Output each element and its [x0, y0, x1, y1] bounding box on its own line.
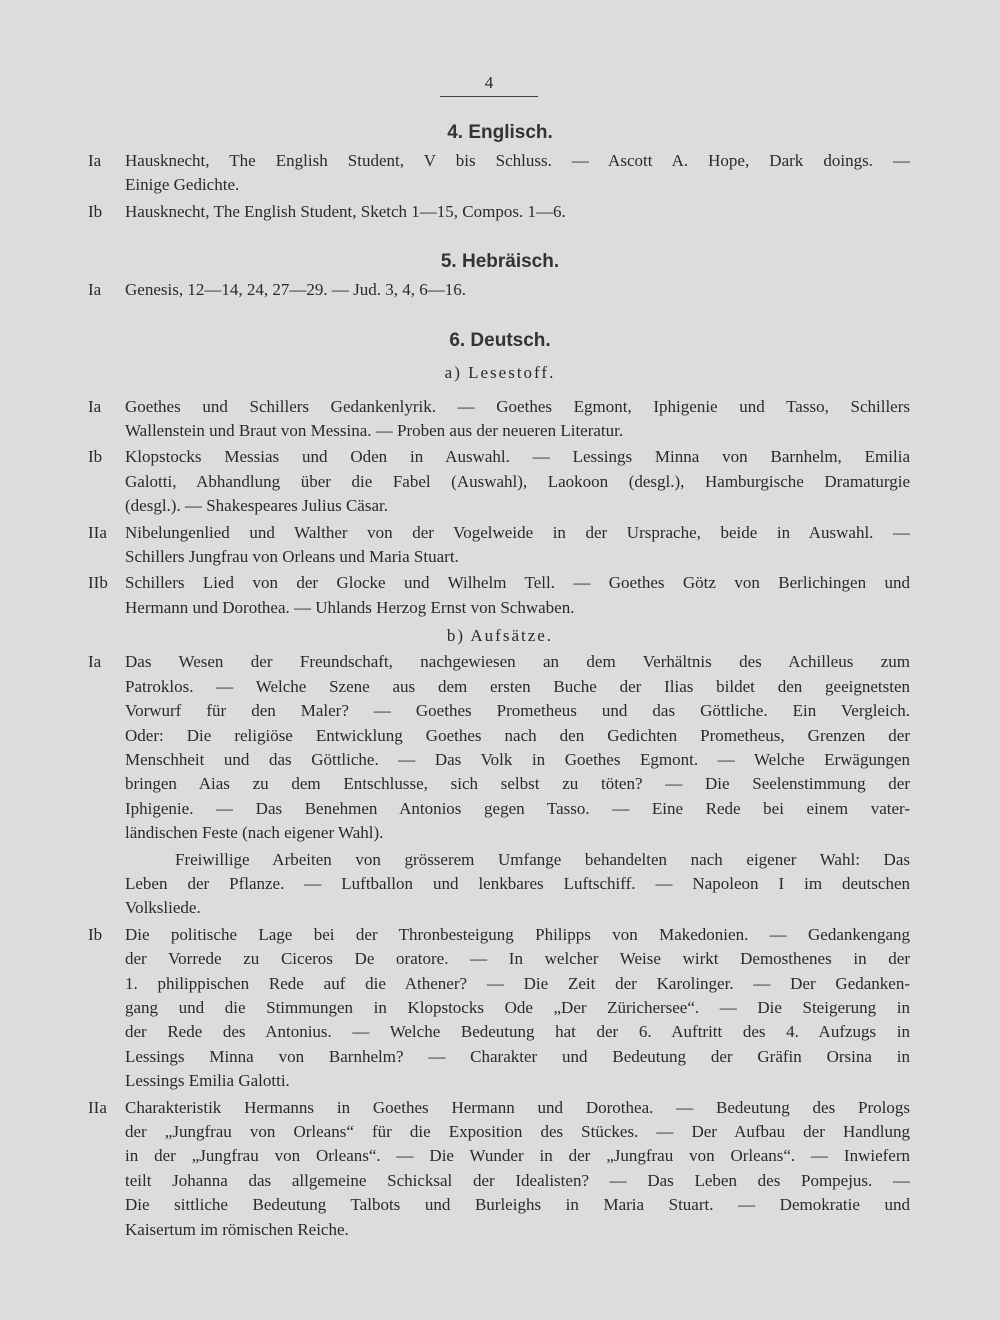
text-line: Menschheit und das Göttliche. — Das Volk in Goethes Egmont. — Welche Erwägungen [125, 749, 910, 769]
text-line: der „Jungfrau von Orleans“ für die Exposition des Stückes. — Der Aufbau der Handlung [125, 1122, 910, 1141]
class-label: Ib [88, 924, 103, 944]
class-label: IIa [88, 522, 107, 542]
text-line: Das Wesen der Freundschaft, nachgewiesen an dem Verhältnis des Achilleus zum [125, 652, 910, 672]
text-line: Hausknecht, The English Student, V bis Schluss. — Ascott A. Hope, Dark doings. — [125, 151, 910, 170]
section-heading: 4. Englisch. [447, 122, 553, 143]
entry [0, 923, 1000, 1094]
entry [0, 1096, 1000, 1242]
class-label: Ib [88, 201, 103, 221]
subsection-heading: b) Aufsätze. [446, 626, 554, 646]
text-line: Lessings Minna von Barnhelm? — Charakter und Bedeutung der Gräfin Orsina in [125, 1046, 910, 1066]
text-line: (desgl.). — Shakespeares Julius Cäsar. [125, 496, 388, 516]
text-line: Lessings Emilia Galotti. [125, 1071, 290, 1091]
text-line: Iphigenie. — Das Benehmen Antonios gegen Tasso. — Eine Rede bei einem vater- [125, 798, 910, 818]
class-label: Ia [88, 151, 102, 170]
entry [0, 149, 1000, 198]
section-heading: 5. Hebräisch. [440, 251, 560, 273]
class-label: Ia [88, 652, 102, 672]
entry [0, 571, 1000, 620]
entry [0, 445, 1000, 518]
text-line: Klopstocks Messias und Oden in Auswahl. — Lessings Minna von Barnhelm, Emilia [125, 447, 910, 467]
text-line: gang und die Stimmungen in Klopstocks Ode „Der Zürichersee“. — Die Steigerung in [125, 997, 910, 1017]
document-body [0, 119, 1000, 1242]
class-label: IIa [88, 1097, 107, 1117]
entry [0, 650, 1000, 845]
class-label: Ib [88, 447, 103, 467]
text-line: Genesis, 12—14, 24, 27—29. — Jud. 3, 4, 6—16. [125, 280, 466, 300]
text-line: 1. philippischen Rede auf die Athener? — Die Zeit der Karolinger. — Der Gedanken- [125, 973, 910, 993]
class-label: IIb [88, 573, 108, 593]
text-line: Die politische Lage bei der Thronbesteigung Philipps von Makedonien. — Gedankengang [125, 924, 910, 944]
text-line: in der „Jungfrau von Orleans“. — Die Wunder in der „Jungfrau von Orleans“. — Inwiefern [125, 1146, 910, 1166]
text-line: Die sittliche Bedeutung Talbots und Burleighs in Maria Stuart. — Demokratie und [125, 1195, 910, 1215]
text-line: Hausknecht, The English Student, Sketch 1—15, Compos. 1—6. [125, 201, 566, 221]
entry [0, 395, 1000, 444]
text-line: Schillers Jungfrau von Orleans und Maria Stuart. [125, 547, 459, 567]
page-number-rule [440, 96, 538, 97]
text-line: Einige Gedichte. [125, 175, 240, 195]
text-line: Hermann und Dorothea. — Uhlands Herzog Ernst von Schwaben. [125, 597, 575, 617]
text-line: teilt Johanna das allgemeine Schicksal der Idealisten? — Das Leben des Pompejus. — [125, 1170, 910, 1190]
text-line: Kaisertum im römischen Reiche. [125, 1219, 349, 1239]
class-label: Ia [88, 396, 102, 416]
text-line: der Vorrede zu Ciceros De oratore. — In welcher Weise wirkt Demosthenes in der [125, 949, 910, 969]
text-line: Wallenstein und Braut von Messina. — Proben aus der neueren Literatur. [125, 421, 624, 441]
page-number: 4 [484, 73, 494, 92]
text-line: bringen Aias zu dem Entschlusse, sich selbst zu töten? — Die Seelenstimmung der [125, 774, 910, 794]
subsection-heading: a) Lesestoff. [444, 362, 556, 382]
text-line: Volksliede. [125, 898, 201, 918]
text-line: Nibelungenlied und Walther von der Vogelweide in der Ursprache, beide in Auswahl. — [125, 522, 910, 542]
text-line: ländischen Feste (nach eigener Wahl). [125, 823, 384, 843]
text-line: Leben der Pflanze. — Luftballon und lenkbares Luftschiff. — Napoleon I im deutschen [125, 873, 910, 893]
entry [0, 200, 1000, 224]
text-line: Goethes und Schillers Gedankenlyrik. — Goethes Egmont, Iphigenie und Tasso, Schillers [125, 396, 910, 416]
text-line: Oder: Die religiöse Entwicklung Goethes nach den Gedichten Prometheus, Grenzen der [125, 725, 910, 745]
entry [0, 848, 1000, 921]
text-line: Vorwurf für den Maler? — Goethes Prometheus und das Göttliche. Ein Vergleich. [125, 701, 910, 721]
entry [0, 278, 1000, 302]
text-line: der Rede des Antonius. — Welche Bedeutung hat der 6. Auftritt des 4. Aufzugs in [125, 1022, 910, 1042]
text-line: Charakteristik Hermanns in Goethes Hermann und Dorothea. — Bedeutung des Prologs [125, 1097, 910, 1117]
entry [0, 521, 1000, 570]
text-line: Schillers Lied von der Glocke und Wilhelm Tell. — Goethes Götz von Berlichingen und [125, 573, 910, 593]
section-heading: 6. Deutsch. [449, 329, 551, 351]
text-line: Galotti, Abhandlung über die Fabel (Auswahl), Laokoon (desgl.), Hamburgische Dramaturgie [125, 471, 910, 491]
class-label: Ia [88, 280, 102, 300]
text-line: Freiwillige Arbeiten von grösserem Umfange behandelten nach eigener Wahl: Das [175, 849, 910, 869]
text-line: Patroklos. — Welche Szene aus dem ersten Buche der Ilias bildet den geeignetsten [125, 676, 910, 696]
